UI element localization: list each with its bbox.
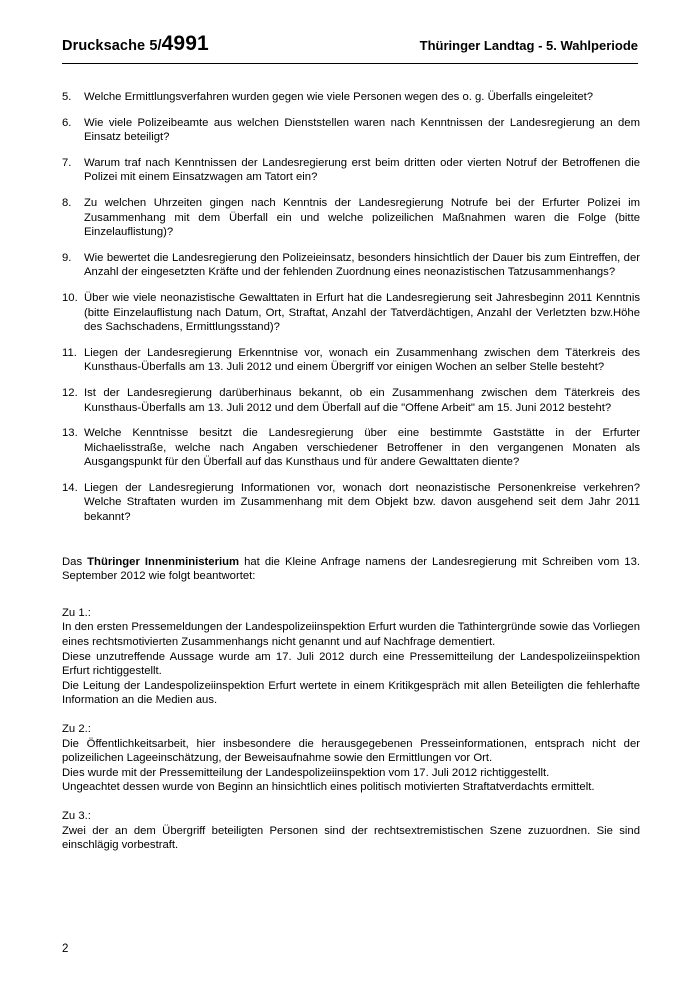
- question-text: Wie bewertet die Landesregierung den Polizeieinsatz, besonders hinsichtlich der Dauer bis zum Eintreffen, der Anzahl der eingesetzten Kräfte und der fehlenden Zuordnung eines neonazistischen Tatzusammenhangs?: [84, 251, 640, 279]
- question-number: 7.: [62, 156, 72, 169]
- question-item: [62, 251, 640, 280]
- answer-label: Zu 1.:: [62, 606, 91, 619]
- answer-line: Zwei der an dem Übergriff beteiligten Personen sind der rechtsextremistischen Szene zuzuordnen. Sie sind einschlägig vorbestraft.: [62, 824, 640, 852]
- question-number: 11.: [62, 346, 77, 359]
- question-item: [62, 156, 640, 185]
- document-reference: [62, 32, 209, 56]
- question-item: [62, 116, 640, 145]
- answer-line: Die Öffentlichkeitsarbeit, hier insbesondere die herausgegebenen Presseinformationen, entsprach nicht der polizeilichen Lageeinschätzung, der Beweisaufnahme sowie den Ermittlungen vor Ort.: [62, 737, 640, 765]
- answer-line: Diese unzutreffende Aussage wurde am 17. Juli 2012 durch eine Pressemitteilung der Landespolizeiinspektion Erfurt richtiggestellt.: [62, 650, 640, 678]
- document-body: [62, 90, 640, 867]
- answer-intro-prefix: Das: [62, 555, 88, 568]
- question-text: Welche Kenntnisse besitzt die Landesregierung über eine bestimmte Gaststätte in der Erfurter Michaelisstraße, welche nach Angaben verschiedener Betroffener in den vergangenen Monaten als Ausgangspunkt für den Überfall auf das Kunsthaus und für andere Gewalttaten diente?: [84, 427, 640, 469]
- answer-label: Zu 2.:: [62, 723, 91, 735]
- answer-line: In den ersten Pressemeldungen der Landespolizeiinspektion Erfurt wurden die Tathintergründe sowie das Vorliegen eines rechtsmotivierten Zusammenhangs nicht genannt und auf Nachfrage dementiert.: [62, 621, 640, 649]
- answer-block: [62, 722, 640, 795]
- question-number: 5.: [62, 91, 72, 103]
- question-number: 6.: [62, 116, 72, 129]
- document-reference-prefix: Drucksache 5/: [62, 38, 162, 54]
- question-text: Über wie viele neonazistische Gewalttaten in Erfurt hat die Landesregierung seit Jahresbeginn 2011 Kenntnis (bitte Einzelauflistung nach Datum, Ort, Straftat, Anzahl der Tatverdächtigen, Anzahl der Verletzten bzw.Höhe des Sachschadens, Ermittlungsstand)?: [84, 291, 640, 334]
- ministry-name: Thüringer Innenministerium: [87, 555, 240, 568]
- answer-intro-suffix: hat die Kleine Anfrage namens der Landesregierung mit Schreiben vom 13. September 2012 wie folgt beantwortet:: [62, 555, 640, 583]
- question-text: Welche Ermittlungsverfahren wurden gegen wie viele Personen wegen des o. g. Überfalls eingeleitet?: [84, 91, 594, 103]
- question-text: Wie viele Polizeibeamte aus welchen Dienststellen waren nach Kenntnissen der Landesregierung an dem Einsatz beteiligt?: [84, 116, 640, 144]
- answer-block: [62, 809, 640, 853]
- question-number: 14.: [62, 481, 78, 494]
- parliament-label: Thüringer Landtag - 5. Wahlperiode: [419, 38, 638, 53]
- question-item: [62, 196, 640, 240]
- header-divider: [62, 63, 638, 64]
- question-number: 8.: [62, 196, 72, 209]
- answer-line: Die Leitung der Landespolizeiinspektion Erfurt wertete in einem Kritikgespräch mit allen Beteiligten die fehlerhafte Information an die Medien aus.: [62, 679, 640, 707]
- question-number: 13.: [62, 427, 78, 440]
- question-item: [62, 426, 640, 470]
- question-item: [62, 90, 640, 105]
- question-text: Liegen der Landesregierung Erkenntnise vor, wonach ein Zusammenhang zwischen dem Täterkreis des Kunsthaus-Überfalls am 13. Juli 2012 und einem Übergriff vor einigen Wochen an selber Stelle besteht?: [84, 346, 640, 374]
- question-number: 12.: [62, 386, 78, 399]
- answer-block: [62, 606, 640, 708]
- question-number: 9.: [62, 251, 72, 264]
- answer-line: Dies wurde mit der Pressemitteilung der Landespolizeiinspektion vom 17. Juli 2012 richtiggestellt.: [62, 766, 550, 779]
- document-number: 4991: [161, 32, 209, 55]
- question-text: Ist der Landesregierung darüberhinaus bekannt, ob ein Zusammenhang zwischen dem Täterkreis des Kunsthaus-Überfalls am 13. Juli 2012 und dem Überfall auf die "Offene Arbeit" am 15. Juni 2012 besteht?: [84, 386, 640, 414]
- question-number: 10.: [62, 291, 78, 304]
- page-header: [62, 32, 638, 56]
- page-number: 2: [62, 943, 69, 955]
- question-item: [62, 481, 640, 525]
- answer-line: Ungeachtet dessen wurde von Beginn an hinsichtlich eines politisch motivierten Straftatverdachts ermittelt.: [62, 781, 595, 794]
- question-item: [62, 346, 640, 375]
- question-text: Zu welchen Uhrzeiten gingen nach Kenntnis der Landesregierung Notrufe bei der Erfurter Polizei im Zusammenhang mit dem Überfall ein und welche polizeilichen Maßnahmen waren die Folge (bitte Einzelauflistung)?: [84, 196, 640, 239]
- answer-introduction: [62, 555, 640, 584]
- answer-label: Zu 3.:: [62, 809, 91, 822]
- question-item: [62, 291, 640, 335]
- question-item: [62, 386, 640, 415]
- question-text: Warum traf nach Kenntnissen der Landesregierung erst beim dritten oder vierten Notruf der Betroffenen die Polizei mit einem Einsatzwagen am Tatort ein?: [84, 156, 640, 184]
- question-text: Liegen der Landesregierung Informationen vor, wonach dort neonazistische Personenkreise verkehren? Welche Straftaten wurden im Zusammenhang mit dem Objekt bzw. davon ausgehend seit dem Jahr 2011 bekannt?: [84, 481, 640, 524]
